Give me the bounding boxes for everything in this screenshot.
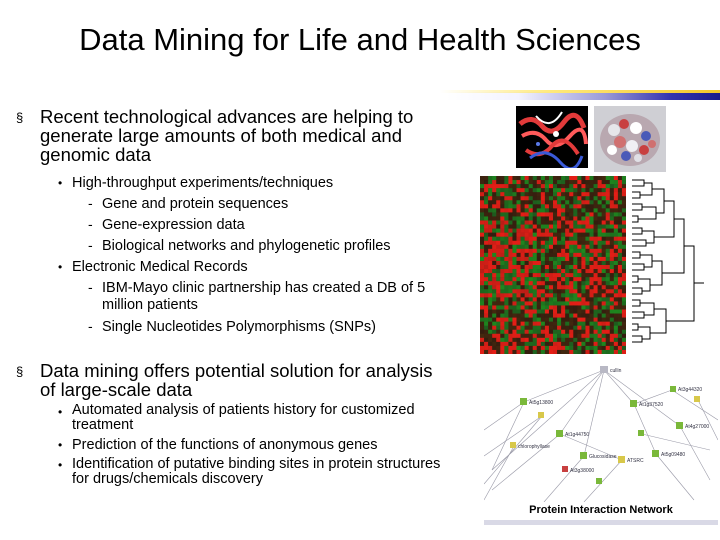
svg-text:At5g09480: At5g09480 bbox=[661, 452, 686, 458]
protein-spacefill-image bbox=[594, 106, 666, 172]
svg-text:At3g38000: At3g38000 bbox=[570, 468, 595, 474]
caption-subtext-bar bbox=[484, 520, 718, 525]
dash-marker: - bbox=[88, 318, 93, 334]
sub-bullet-binding-sites: Identification of putative binding sites in protein structures for drugs/chemicals discovery bbox=[72, 456, 441, 487]
sub-bullet-marker: • bbox=[58, 405, 63, 419]
item-snps: Single Nucleotides Polymorphisms (SNPs) bbox=[102, 319, 376, 335]
sub-bullet-marker: • bbox=[58, 458, 63, 472]
svg-text:At1g44750: At1g44750 bbox=[565, 432, 590, 438]
item-gene-expression: Gene-expression data bbox=[102, 217, 245, 233]
item-gene-protein-seq: Gene and protein sequences bbox=[102, 196, 289, 212]
svg-text:chlorophyllase: chlorophyllase bbox=[518, 444, 550, 450]
dash-marker: - bbox=[88, 237, 93, 253]
bullet-marker: § bbox=[16, 110, 24, 125]
protein-network-image bbox=[484, 360, 718, 502]
sub-bullet-marker: • bbox=[58, 438, 63, 452]
sub-bullet-gene-function: Prediction of the functions of anonymous genes bbox=[72, 437, 378, 453]
dash-marker: - bbox=[88, 279, 93, 295]
network-caption: Protein Interaction Network bbox=[529, 504, 673, 516]
protein-ribbon-image bbox=[516, 106, 588, 168]
dendrogram-image bbox=[630, 176, 706, 356]
bullet-recent-advances: Recent technological advances are helping to generate large amounts of both medical and genomic data bbox=[40, 106, 414, 165]
title-rule-highlight bbox=[440, 90, 720, 93]
slide-title: Data Mining for Life and Health Sciences bbox=[79, 22, 641, 57]
dash-marker: - bbox=[88, 195, 93, 211]
heatmap-image bbox=[480, 176, 626, 354]
sub-bullet-marker: • bbox=[58, 260, 63, 274]
svg-text:cullin: cullin bbox=[610, 368, 622, 374]
title-rule bbox=[0, 92, 720, 100]
svg-text:Glucosidase: Glucosidase bbox=[589, 454, 617, 460]
svg-text:At3g44320: At3g44320 bbox=[678, 387, 703, 393]
bullet-marker: § bbox=[16, 364, 24, 379]
svg-text:At4g27000: At4g27000 bbox=[685, 424, 710, 430]
item-biological-networks: Biological networks and phylogenetic profiles bbox=[102, 238, 391, 254]
dash-marker: - bbox=[88, 216, 93, 232]
item-ibm-mayo: IBM-Mayo clinic partnership has created a DB of 5 million patients bbox=[102, 280, 426, 313]
svg-text:At5g13800: At5g13800 bbox=[529, 400, 554, 406]
bullet-data-mining: Data mining offers potential solution for analysis of large-scale data bbox=[40, 360, 433, 400]
sub-bullet-emr: Electronic Medical Records bbox=[72, 259, 248, 275]
sub-bullet-marker: • bbox=[58, 176, 63, 190]
svg-text:At1g37520: At1g37520 bbox=[639, 402, 664, 408]
svg-text:ATSRC: ATSRC bbox=[627, 458, 644, 464]
sub-bullet-high-throughput: High-throughput experiments/techniques bbox=[72, 175, 334, 191]
sub-bullet-patients-history: Automated analysis of patients history for customized treatment bbox=[72, 402, 415, 433]
